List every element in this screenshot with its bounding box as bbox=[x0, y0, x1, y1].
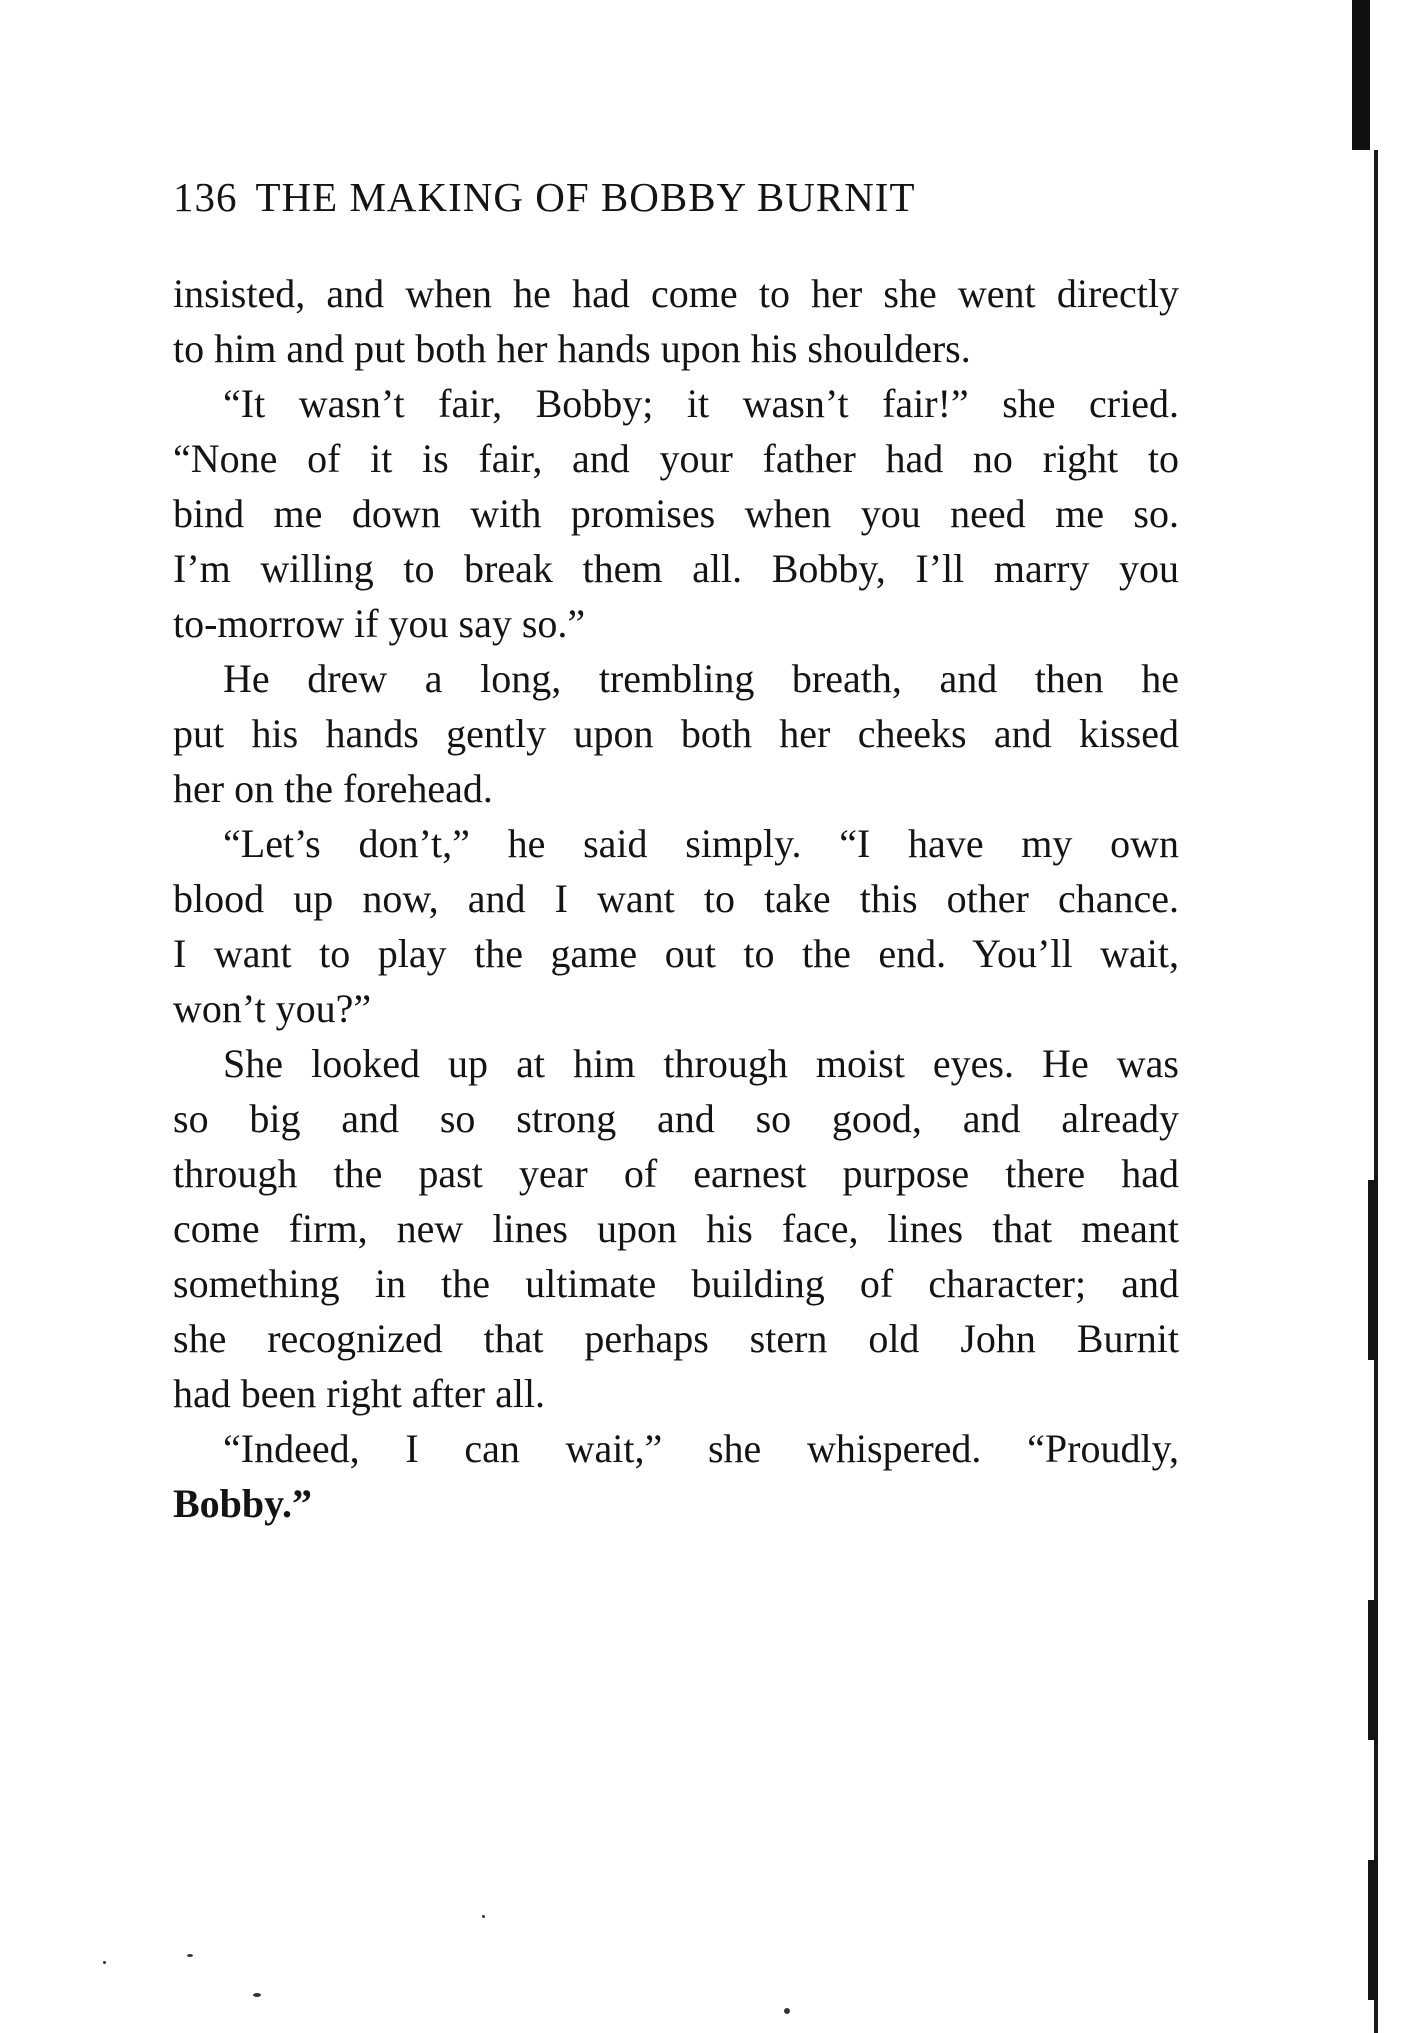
scan-edge-shadow bbox=[1352, 0, 1370, 150]
body-text bbox=[173, 266, 1179, 1531]
text-line: I want to play the game out to the end. You’ll wait, bbox=[173, 931, 1179, 976]
text-line: Bobby.” bbox=[173, 1481, 312, 1526]
page-number: 136 bbox=[173, 174, 238, 220]
ink-speck bbox=[103, 1961, 106, 1964]
running-header bbox=[173, 169, 1123, 225]
text-line: She looked up at him through moist eyes. He was bbox=[223, 1041, 1179, 1086]
text-line: to him and put both her hands upon his shoulders. bbox=[173, 326, 971, 371]
text-line: “None of it is fair, and your father had no right to bbox=[173, 436, 1179, 481]
text-line: come firm, new lines upon his face, lines that meant bbox=[173, 1206, 1179, 1251]
text-line: bind me down with promises when you need me so. bbox=[173, 491, 1179, 536]
text-line: won’t you?” bbox=[173, 986, 372, 1031]
text-line: something in the ultimate building of character; and bbox=[173, 1261, 1179, 1306]
text-line: He drew a long, trembling breath, and then he bbox=[223, 656, 1179, 701]
ink-speck bbox=[253, 1993, 261, 1997]
text-line: blood up now, and I want to take this other chance. bbox=[173, 876, 1179, 921]
text-line: “Indeed, I can wait,” she whispered. “Proudly, bbox=[223, 1426, 1179, 1471]
text-line: through the past year of earnest purpose there had bbox=[173, 1151, 1179, 1196]
ink-speck bbox=[187, 1954, 193, 1957]
scan-edge-mark bbox=[1368, 1600, 1378, 1740]
text-line: her on the forehead. bbox=[173, 766, 493, 811]
text-line: “It wasn’t fair, Bobby; it wasn’t fair!” she cried. bbox=[223, 381, 1179, 426]
scan-edge-line bbox=[1374, 150, 1378, 2033]
text-line: insisted, and when he had come to her she went directly bbox=[173, 271, 1179, 316]
text-line: “Let’s don’t,” he said simply. “I have my own bbox=[223, 821, 1179, 866]
text-line: she recognized that perhaps stern old John Burnit bbox=[173, 1316, 1179, 1361]
ink-speck bbox=[482, 1915, 485, 1918]
text-line: to-morrow if you say so.” bbox=[173, 601, 586, 646]
text-line: so big and so strong and so good, and already bbox=[173, 1096, 1179, 1141]
ink-speck bbox=[784, 2008, 790, 2014]
running-title: THE MAKING OF BOBBY BURNIT bbox=[255, 174, 916, 220]
text-line: I’m willing to break them all. Bobby, I’ll marry you bbox=[173, 546, 1179, 591]
scan-edge-mark bbox=[1368, 1860, 1378, 2000]
text-line: had been right after all. bbox=[173, 1371, 546, 1416]
text-line: put his hands gently upon both her cheeks and kissed bbox=[173, 711, 1179, 756]
scan-edge-mark bbox=[1368, 1180, 1378, 1360]
